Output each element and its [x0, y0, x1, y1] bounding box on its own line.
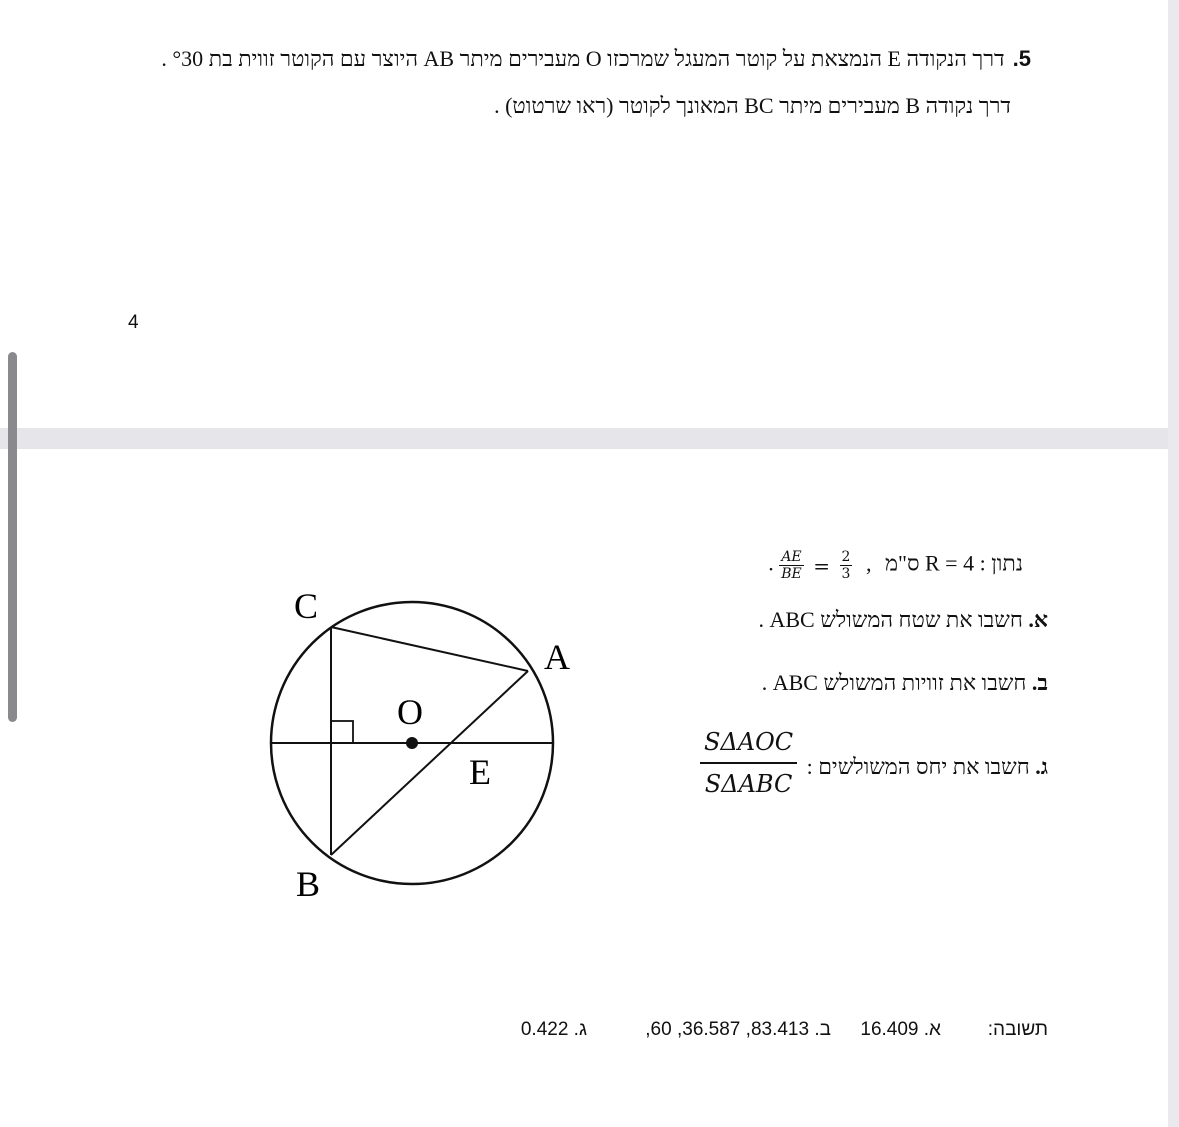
- part-b-text: חשבו את זוויות המשולש ABC .: [761, 670, 1027, 695]
- given-label: נתון :: [979, 550, 1023, 576]
- geometry-diagram: [240, 569, 660, 1069]
- answer-label: תשובה:: [987, 1019, 1048, 1040]
- window-edge: [1168, 0, 1179, 1127]
- chord-ca: [331, 627, 528, 671]
- part-c-text: חשבו את יחס המשולשים :: [806, 754, 1030, 779]
- part-a-letter: א.: [1028, 607, 1048, 632]
- given-ratio-fraction: $\frac{AE}{BE}$: [781, 549, 802, 582]
- label-a: A: [544, 637, 570, 677]
- scrollbar[interactable]: [8, 352, 17, 722]
- chord-ab: [331, 671, 528, 855]
- page-1: [0, 0, 1168, 428]
- given-comma: ,: [865, 550, 872, 576]
- right-angle-mark: [331, 721, 353, 743]
- given-end: .: [768, 550, 774, 576]
- ratio-denominator: SΔABC: [704, 770, 793, 798]
- answer-a: א. 16.409: [860, 1019, 941, 1040]
- answer-c: ג. 0.422: [520, 1019, 587, 1040]
- question-line-2: דרך נקודה B מעבירים מיתר BC המאונך לקוטר (ראו שרטוט) .: [494, 93, 1011, 118]
- part-b-letter: ב.: [1031, 670, 1048, 695]
- part-a-text: חשבו את שטח המשולש ABC .: [758, 607, 1023, 632]
- ratio-numerator: SΔAOC: [700, 728, 797, 764]
- label-o: O: [397, 692, 423, 732]
- part-b: [762, 670, 1048, 696]
- page-number: 4: [128, 312, 139, 333]
- question-number: 5.: [1012, 46, 1031, 71]
- label-e: E: [469, 752, 491, 792]
- answer-b: ב. 83.413, 36.587, 60,: [645, 1019, 831, 1040]
- ratio-fraction: [700, 728, 797, 798]
- part-a: [759, 607, 1049, 633]
- center-point: [406, 737, 418, 749]
- part-c: [807, 754, 1048, 780]
- given-equals: =: [813, 553, 831, 578]
- label-c: C: [294, 586, 319, 626]
- label-b: B: [296, 864, 321, 904]
- given-value-fraction: $\frac{2}{3}$: [841, 549, 851, 582]
- given-radius: R = 4 ס"מ: [884, 550, 975, 576]
- question-line-1: [161, 46, 1031, 72]
- given-line: [768, 549, 1023, 582]
- part-c-letter: ג.: [1035, 754, 1048, 779]
- question-text-1: דרך הנקודה E הנמצאת על קוטר המעגל שמרכזו O מעבירים מיתר AB היוצר עם הקוטר זווית בת °30 .: [161, 46, 1005, 71]
